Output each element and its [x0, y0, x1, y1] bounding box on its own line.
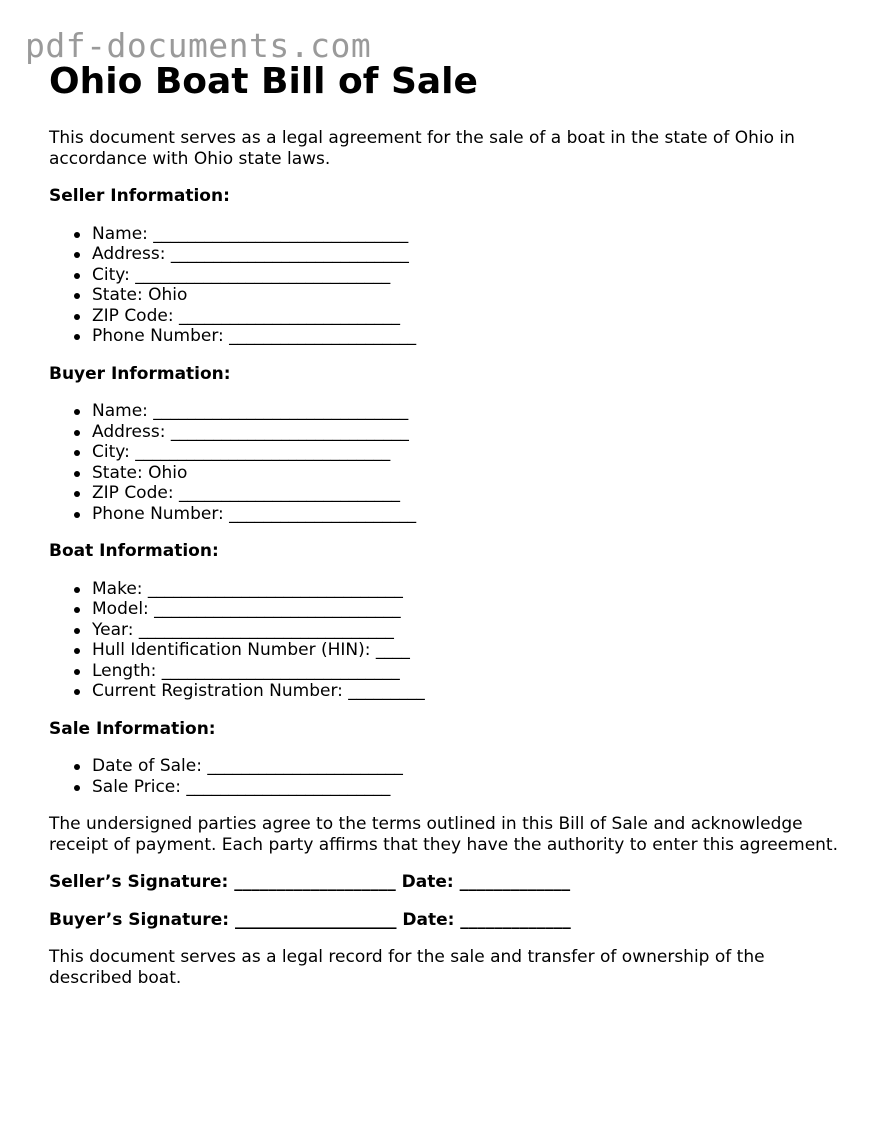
- seller-info-list: [49, 224, 839, 347]
- agreement-paragraph: The undersigned parties agree to the terms outlined in this Bill of Sale and acknowledge receipt of payment. Each party affirms that they have the authority to enter this agreement.: [49, 814, 838, 855]
- seller-name-field: Name: ______________________________: [49, 224, 839, 245]
- buyer-name-field: Name: ______________________________: [49, 401, 839, 422]
- seller-zip-field: ZIP Code: __________________________: [49, 306, 839, 327]
- boat-hin-field: Hull Identification Number (HIN): ____: [49, 640, 839, 661]
- document-page: [49, 60, 839, 988]
- seller-section-heading: Seller Information:: [49, 186, 230, 206]
- watermark: pdf-documents.com: [25, 26, 372, 65]
- buyer-info-list: [49, 401, 839, 524]
- final-note-paragraph: This document serves as a legal record for the sale and transfer of ownership of the described boat.: [49, 947, 765, 988]
- seller-signature-line: Seller’s Signature: ___________________ Date: _____________: [49, 872, 571, 892]
- boat-length-field: Length: ____________________________: [49, 661, 839, 682]
- boat-model-field: Model: _____________________________: [49, 599, 839, 620]
- sale-section-heading: Sale Information:: [49, 718, 216, 739]
- buyer-zip-field: ZIP Code: __________________________: [49, 483, 839, 504]
- seller-phone-field: Phone Number: ______________________: [49, 326, 839, 347]
- buyer-city-field: City: ______________________________: [49, 442, 839, 463]
- boat-section-heading: Boat Information:: [49, 541, 219, 561]
- seller-state-field: State: Ohio: [49, 285, 839, 306]
- sale-info-list: [49, 756, 839, 797]
- buyer-address-field: Address: ____________________________: [49, 422, 839, 443]
- boat-registration-field: Current Registration Number: _________: [49, 681, 839, 702]
- buyer-signature-line: Buyer’s Signature: ___________________ Date: _____________: [49, 909, 571, 930]
- buyer-state-field: State: Ohio: [49, 463, 839, 484]
- seller-address-field: Address: ____________________________: [49, 244, 839, 265]
- page-title: Ohio Boat Bill of Sale: [49, 61, 478, 102]
- sale-price-field: Sale Price: ________________________: [49, 777, 839, 798]
- sale-date-field: Date of Sale: _______________________: [49, 756, 839, 777]
- boat-year-field: Year: ______________________________: [49, 620, 839, 641]
- buyer-section-heading: Buyer Information:: [49, 363, 231, 384]
- boat-make-field: Make: ______________________________: [49, 579, 839, 600]
- buyer-phone-field: Phone Number: ______________________: [49, 504, 839, 525]
- intro-paragraph: This document serves as a legal agreement for the sale of a boat in the state of Ohio in accordance with Ohio state laws.: [49, 128, 795, 169]
- seller-city-field: City: ______________________________: [49, 265, 839, 286]
- boat-info-list: [49, 579, 839, 702]
